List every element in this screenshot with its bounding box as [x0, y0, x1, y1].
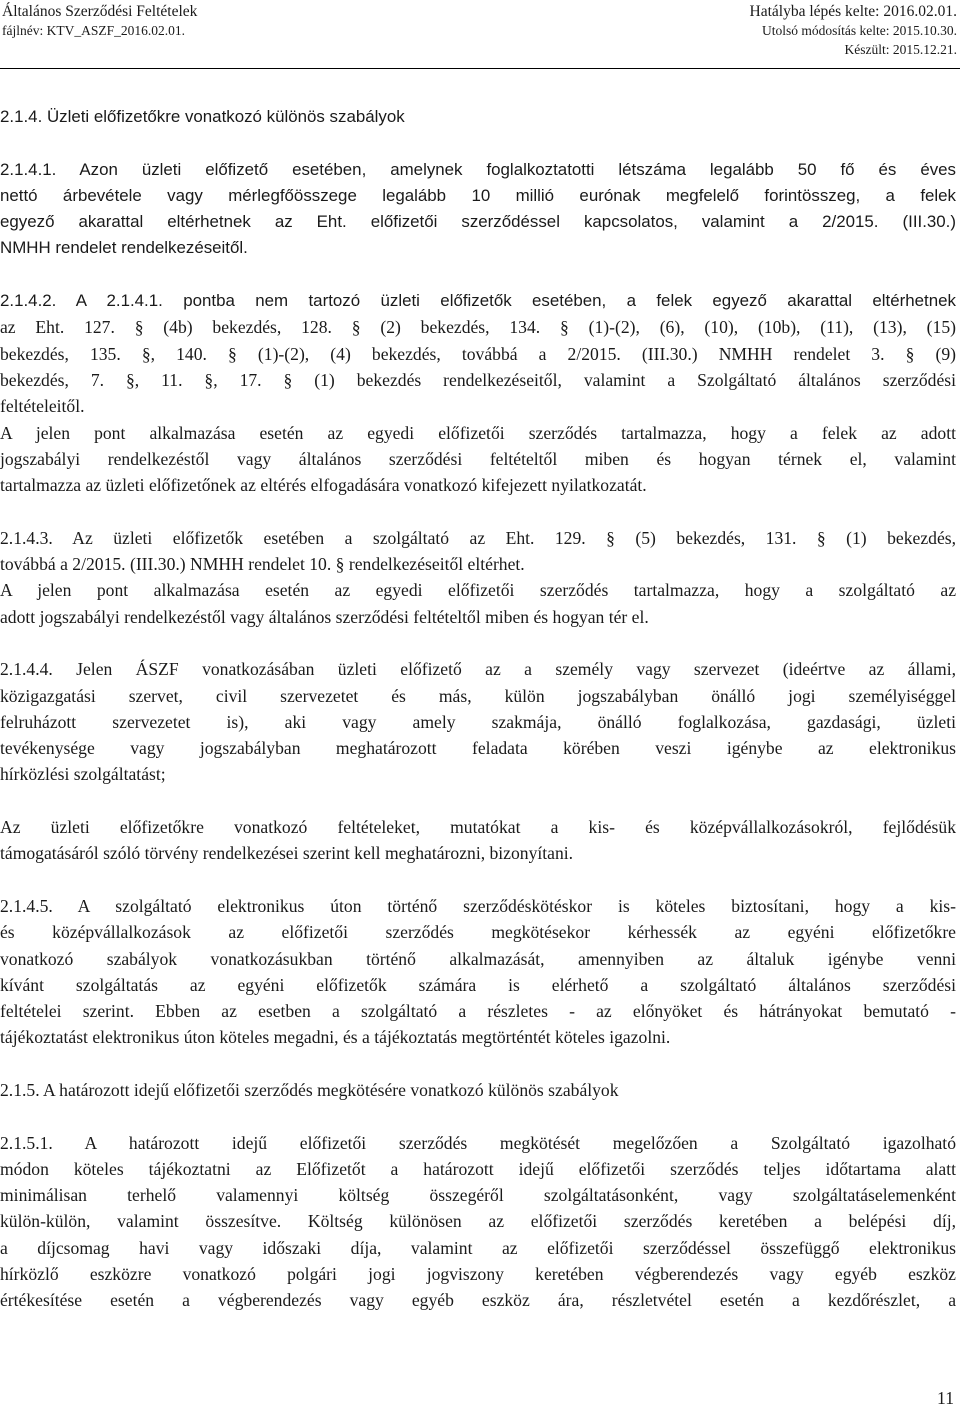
text-line: tevékenysége vagy jogszabályban meghatározott feladata körében veszi igénybe az elektronikus — [0, 738, 956, 759]
file-name: fájlnév: KTV_ASZF_2016.02.01. — [2, 23, 185, 38]
text-line: hírközlő eszközre vonatkozó polgári jogi jogviszony keretében végberendezés vagy egyéb eszköz — [0, 1264, 956, 1285]
text-line: bekezdés, 135. §, 140. § (1)-(2), (4) bekezdés, továbbá a 2/2015. (III.30.) NMHH rendelet 3. § (9) — [0, 343, 956, 364]
paragraph-gap — [0, 498, 956, 524]
text-line: külön-külön, valamint összesítve. Költség különösen az előfizetői szerződés keretében a belépési díj, — [0, 1211, 956, 1232]
text-line: hírközlési szolgáltatást; — [0, 764, 166, 785]
text-line: NMHH rendelet rendelkezéseitől. — [0, 238, 248, 258]
last-modified-date: Utolsó módosítás kelte: 2015.10.30. — [762, 23, 957, 38]
text-line: Az üzleti előfizetőkre vonatkozó feltételeket, mutatókat a kis- és középvállalkozásokról, fejlődésük — [0, 817, 956, 838]
text-line: az Eht. 127. § (4b) bekezdés, 128. § (2) bekezdés, 134. § (1)-(2), (6), (10), (10b), (11), (13), (15) — [0, 317, 956, 338]
text-line: feltételei szerint. Ebben az esetben a szolgáltató a részletes - az előnyöket és hátrányokat bemutató - — [0, 1001, 956, 1022]
created-date: Készült: 2015.12.21. — [844, 42, 957, 57]
text-line: felruházott szervezetet is), aki vagy amely szakmája, önálló foglalkozása, gazdasági, üzleti — [0, 711, 956, 732]
text-line: kívánt szolgáltatás az egyéni előfizetők számára is elérhető a szolgáltató általános szerződési — [0, 974, 956, 995]
document-title: Általános Szerződési Feltételek — [2, 3, 198, 20]
text-line: egyező akarattal eltérhetnek az Eht. előfizetői szerződéssel kapcsolatos, valamint a 2/2015. (III.30.) — [0, 212, 956, 232]
text-line: minimálisan terhelő valamennyi költség összegéről szolgáltatásonként, vagy szolgáltatáselemenként — [0, 1185, 956, 1206]
text-line: 2.1.5.1. A határozott idejű előfizetői szerződés megkötését megelőzően a Szolgáltató igazolható — [0, 1132, 956, 1153]
text-line: támogatásáról szóló törvény rendelkezései szerint kell meghatározni, bizonyítani. — [0, 843, 574, 864]
text-line: jogszabályi rendelkezéstől vagy általános szerződési feltételtől miben és hogyan térnek el, valamint — [0, 448, 956, 469]
text-line: és középvállalkozások az előfizetői szerződés megkötésekor kérhessék az egyéni előfizetőkre — [0, 922, 956, 943]
header-divider — [0, 68, 960, 69]
text-line: A jelen pont alkalmazása esetén az egyedi előfizetői szerződés tartalmazza, hogy a szolgáltató az — [0, 580, 956, 601]
section-heading: 2.1.4. Üzleti előfizetőkre vonatkozó különös szabályok — [0, 107, 405, 126]
text-line: 2.1.4.4. Jelen ÁSZF vonatkozásában üzleti előfizető az a személy vagy szervezet (ideértve az állami, — [0, 659, 956, 680]
text-line: módon köteles tájékoztatni az Előfizetőt a határozott idejű előfizetői szerződés teljes időtartama alatt — [0, 1158, 956, 1179]
text-line: közigazgatási szervet, civil szervezetet és más, külön jogszabályban önálló jogi személyiséggel — [0, 685, 956, 706]
page-number: 11 — [937, 1388, 954, 1408]
paragraph-gap — [0, 262, 956, 288]
text-line: tartalmazza az üzleti előfizetőnek az eltérés elfogadására vonatkozó kifejezett nyilatkozatát. — [0, 475, 647, 496]
text-line: feltételeitől. — [0, 396, 85, 417]
text-line: 2.1.4.3. Az üzleti előfizetők esetében a szolgáltató az Eht. 129. § (5) bekezdés, 131. § (1) bekezdés, — [0, 527, 956, 548]
text-line: bekezdés, 7. §, 11. §, 17. § (1) bekezdés rendelkezéseitől, valamint a Szolgáltató általános szerződési — [0, 369, 956, 390]
paragraph-gap — [0, 1103, 956, 1129]
paragraph-gap — [0, 630, 956, 656]
text-line: a díjcsomag havi vagy időszaki díja, valamint az előfizetői szerződéssel összefüggő elektronikus — [0, 1237, 956, 1258]
text-line: nettó árbevétele vagy mérlegfőösszege legalább 10 millió eurónak megfelelő forintösszeg, a felek — [0, 185, 956, 205]
paragraph-gap — [0, 788, 956, 814]
text-line: 2.1.4.5. A szolgáltató elektronikus úton történő szerződéskötéskor is köteles biztosítani, hogy a kis- — [0, 895, 956, 916]
document-body — [0, 104, 956, 1314]
text-line: A jelen pont alkalmazása esetén az egyedi előfizetői szerződés tartalmazza, hogy a felek az adott — [0, 422, 956, 443]
page-header — [0, 0, 960, 72]
section-heading: 2.1.5. A határozott idejű előfizetői szerződés megkötésére vonatkozó különös szabályok — [0, 1079, 619, 1100]
paragraph-gap — [0, 867, 956, 893]
paragraph-gap — [0, 130, 956, 156]
text-line: tájékoztatást elektronikus úton köteles megadni, és a tájékoztatás megtörténtét köteles igazolni. — [0, 1027, 671, 1048]
text-line: továbbá a 2/2015. (III.30.) NMHH rendelet 10. § rendelkezéseitől eltérhet. — [0, 554, 525, 575]
paragraph-gap — [0, 1051, 956, 1077]
text-line: 2.1.4.2. A 2.1.4.1. pontba nem tartozó üzleti előfizetők esetében, a felek egyező akarattal eltérhetnek — [0, 291, 956, 311]
text-line: 2.1.4.1. Azon üzleti előfizető esetében, amelynek foglalkoztatotti létszáma legalább 50 fő és éves — [0, 159, 956, 179]
effective-date: Hatályba lépés kelte: 2016.02.01. — [749, 3, 957, 20]
text-line: adott jogszabályi rendelkezéstől vagy általános szerződési feltételtől miben és hogyan tér el. — [0, 606, 649, 627]
text-line: vonatkozó szabályok vonatkozásukban történő alkalmazását, amennyiben az általuk igénybe venni — [0, 948, 956, 969]
text-line: értékesítése esetén a végberendezés vagy egyéb eszköz ára, részletvétel esetén a kezdőrészlet, a — [0, 1290, 956, 1311]
